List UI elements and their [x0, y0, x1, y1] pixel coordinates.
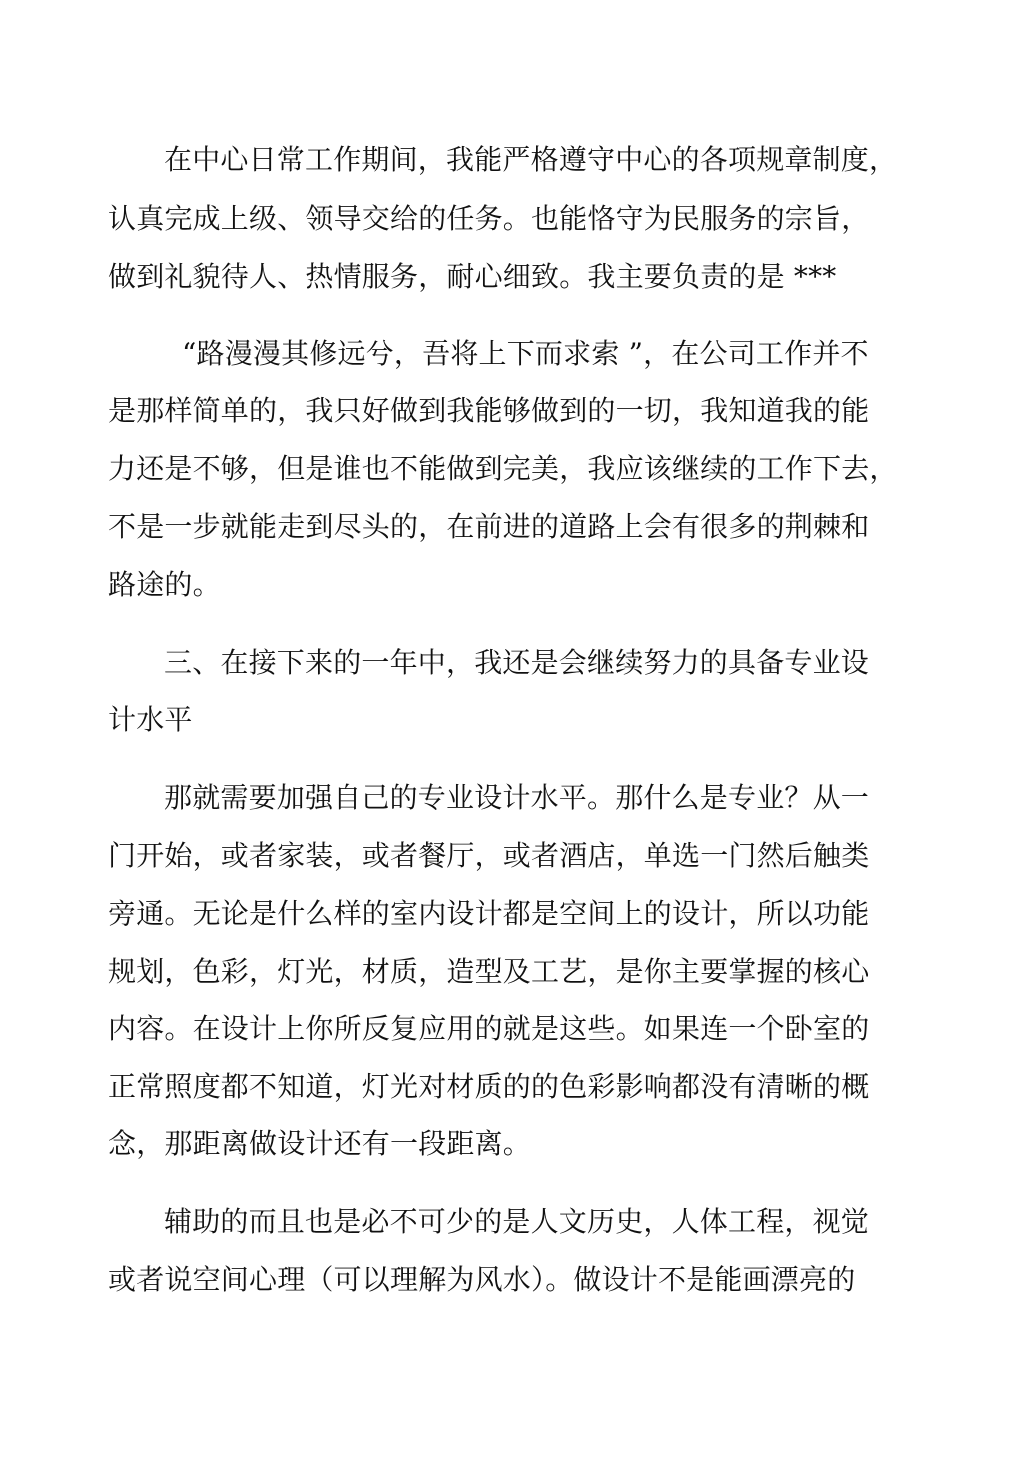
paragraph-4-line-5: 内容。在设计上你所反复应用的就是这些。如果连一个卧室的 — [108, 1012, 870, 1045]
paragraph-1-line-1: 在中心日常工作期间，我能严格遵守中心的各项规章制度， — [164, 143, 898, 176]
paragraph-2-line-2: 是那样简单的，我只好做到我能够做到的一切，我知道我的能 — [108, 394, 870, 427]
paragraph-1-line-2: 认真完成上级、领导交给的任务。也能恪守为民服务的宗旨， — [108, 202, 870, 235]
paragraph-5-line-2: 或者说空间心理（可以理解为风水）。做设计不是能画漂亮的 — [108, 1263, 856, 1296]
paragraph-4-line-4: 规划，色彩，灯光，材质，造型及工艺，是你主要掌握的核心 — [108, 955, 870, 988]
paragraph-4-line-6: 正常照度都不知道，灯光对材质的的色彩影响都没有清晰的概 — [108, 1070, 870, 1103]
paragraph-4-line-7: 念，那距离做设计还有一段距离。 — [108, 1127, 532, 1160]
paragraph-4-line-3: 旁通。无论是什么样的室内设计都是空间上的设计，所以功能 — [108, 897, 870, 930]
paragraph-4-line-1: 那就需要加强自己的专业设计水平。那什么是专业？从一 — [164, 781, 870, 814]
paragraph-1-line-3: 做到礼貌待人、热情服务，耐心细致。我主要负责的是 *** — [108, 260, 837, 293]
paragraph-3-line-1: 三、在接下来的一年中，我还是会继续努力的具备专业设 — [164, 646, 870, 679]
paragraph-5-line-1: 辅助的而且也是必不可少的是人文历史，人体工程，视觉 — [164, 1205, 870, 1238]
paragraph-4-line-2: 门开始，或者家装，或者餐厅，或者酒店，单选一门然后触类 — [108, 839, 870, 872]
paragraph-2-line-1: “路漫漫其修远兮，吾将上下而求索 ”，在公司工作并不 — [182, 337, 869, 370]
paragraph-2-line-4: 不是一步就能走到尽头的，在前进的道路上会有很多的荆棘和 — [108, 510, 870, 543]
paragraph-2-line-5: 路途的。 — [108, 568, 221, 601]
paragraph-3-line-2: 计水平 — [108, 703, 193, 736]
paragraph-2-line-3: 力还是不够，但是谁也不能做到完美，我应该继续的工作下去， — [108, 452, 898, 485]
